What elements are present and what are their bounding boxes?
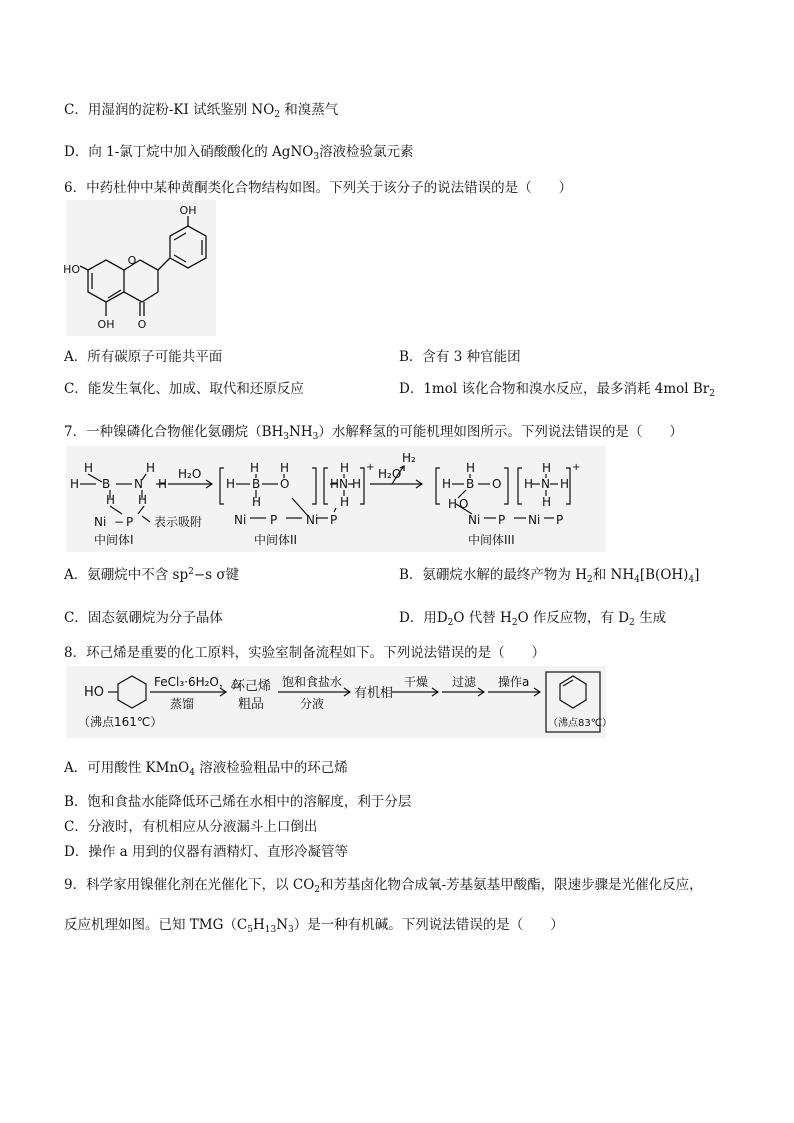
svg-text:H: H [560,477,570,491]
reagent-label: FeCl₃·6H₂O，△ [154,675,241,689]
q8-option-c: C．分液时，有机相应从分液漏斗上口倒出 [64,819,318,835]
svg-text:H: H [330,477,340,491]
svg-text:H: H [158,477,168,491]
svg-text:H: H [542,495,552,509]
separate-label: 分液 [300,697,325,711]
svg-text:H: H [70,477,80,491]
svg-text:H: H [250,461,260,475]
carbonyl-oxygen-label: O [137,318,147,331]
reactant-water-1: H₂O [178,467,202,481]
q8-option-a: A．可用酸性 KMnO$_4$ 溶液检验粗品中的环己烯 [64,760,348,778]
svg-text:P: P [270,513,278,527]
svg-text:O: O [492,477,502,491]
svg-text:B: B [102,477,111,491]
q6-option-a: A．所有碳原子可能共平面 [64,349,223,365]
crude-product-line2: 粗品 [238,697,265,712]
q7-option-a: A．氨硼烷中不含 $sp^2-s$ σ键 [64,567,240,583]
ring-oxygen-label: O [127,254,137,267]
q7-stem: 7．一种镍磷化合物催化氨硼烷$(BH_3NH_3)$水解释氢的可能机理如图所示。下列说法错误的是（ ） [64,424,683,442]
intermediate-2-label: 中间体II [254,533,298,547]
svg-text:H: H [280,461,290,475]
svg-text:Ni: Ni [468,513,481,527]
ammonia-borane-mechanism-figure [66,446,606,552]
svg-text:H: H [340,461,350,475]
svg-text:P: P [556,513,564,527]
svg-text:Ni: Ni [528,513,541,527]
filter-label: 过滤 [452,675,477,689]
crude-product-line1: 环己烯 [232,679,272,694]
svg-text:H: H [524,477,534,491]
q5-option-d: D．向 1-氯丁烷中加入硝酸酸化的 AgNO$_3$溶液检验氯元素 [64,144,414,162]
svg-text:H: H [448,497,458,511]
organic-phase-label: 有机相 [354,686,394,701]
brine-label: 饱和食盐水 [282,675,343,689]
svg-text:H: H [340,495,350,509]
dry-label: 干燥 [404,675,429,689]
distill-label: 蒸馏 [170,697,195,711]
ho-left-label: HO [63,263,80,276]
q7-option-b: B．氨硼烷水解的最终产物为 $H_2$和 $NH_4[B(OH)_4]$ [399,567,700,585]
intermediate-3-label: 中间体III [468,533,515,547]
product-hydrogen: H₂ [402,451,416,465]
q6-stem: 6．中药杜仲中某种黄酮类化合物结构如图。下列关于该分子的说法错误的是（ ） [64,180,573,196]
svg-text:H: H [542,461,552,475]
svg-text:O: O [280,477,290,491]
svg-text:Ni: Ni [94,515,107,529]
q8-option-b: B．饱和食盐水能降低环己烯在水相中的溶解度，利于分层 [64,794,412,810]
oh-bottom-label: OH [97,318,115,331]
svg-text:P: P [330,513,338,527]
boiling-point-reactant: （沸点161℃） [78,715,163,729]
oh-top-label: OH [179,204,197,217]
svg-text:H: H [146,461,156,475]
q8-stem: 8．环己烯是重要的化工原料，实验室制备流程如下。下列说法错误的是（ ） [64,645,546,661]
svg-text:N: N [134,477,143,491]
svg-text:H: H [138,493,148,507]
svg-text:H: H [106,493,116,507]
q6-option-d: D．1mol 该化合物和溴水反应，最多消耗 4mol $Br_2$ [399,381,715,399]
q6-option-c: C．能发生氧化、加成、取代和还原反应 [64,381,304,397]
svg-text:P: P [498,513,506,527]
adsorb-note: 表示吸附 [154,515,203,529]
flavonoid-structure-figure [63,200,216,336]
svg-text:+: + [366,462,375,473]
svg-text:P: P [126,515,134,529]
svg-text:Ni: Ni [306,513,319,527]
q9-stem-line2: 反应机理如图。已知 $TMG(C_5H_{13}N_3)$是一种有机碱。下列说法错误的是（ ） [64,917,564,935]
svg-text:+: + [572,462,581,473]
svg-text:N: N [339,477,348,491]
svg-text:H: H [84,461,94,475]
svg-text:H: H [226,477,236,491]
svg-text:B: B [252,477,261,491]
hydroxyl-label: HO [84,685,105,700]
svg-text:H: H [352,477,362,491]
cyclohexene-prep-flow-figure [66,666,612,738]
svg-text:H: H [442,477,452,491]
svg-text:Ni: Ni [234,513,247,527]
q7-option-d: D．用$D_2O$ 代替 $H_2O$ 作反应物，有 $D_2$ 生成 [399,610,667,628]
q5-option-c: C．用湿润的淀粉-KI 试纸鉴别 $NO_2$ 和溴蒸气 [64,102,339,120]
svg-text:H: H [466,461,476,475]
boiling-point-product: （沸点83℃） [548,718,612,729]
reactant-water-2: H₂O [378,467,402,481]
svg-text:N: N [541,477,550,491]
q8-option-d: D．操作 a 用到的仪器有酒精灯、直形冷凝管等 [64,844,348,860]
intermediate-1-label: 中间体I [94,533,134,547]
svg-text:O: O [459,497,469,511]
q7-option-c: C．固态氨硼烷为分子晶体 [64,610,223,626]
svg-text:−: − [114,515,125,529]
svg-text:H: H [252,495,262,509]
q9-stem-line1: 9．科学家用镍催化剂在光催化下，以 $CO_2$和芳基卤化物合成氧-芳基氨基甲酸酯，限速步骤是光催化反应， [64,877,703,895]
q6-option-b: B．含有 3 种官能团 [399,349,521,365]
svg-text:B: B [466,477,475,491]
operation-a-label: 操作a [498,675,530,689]
